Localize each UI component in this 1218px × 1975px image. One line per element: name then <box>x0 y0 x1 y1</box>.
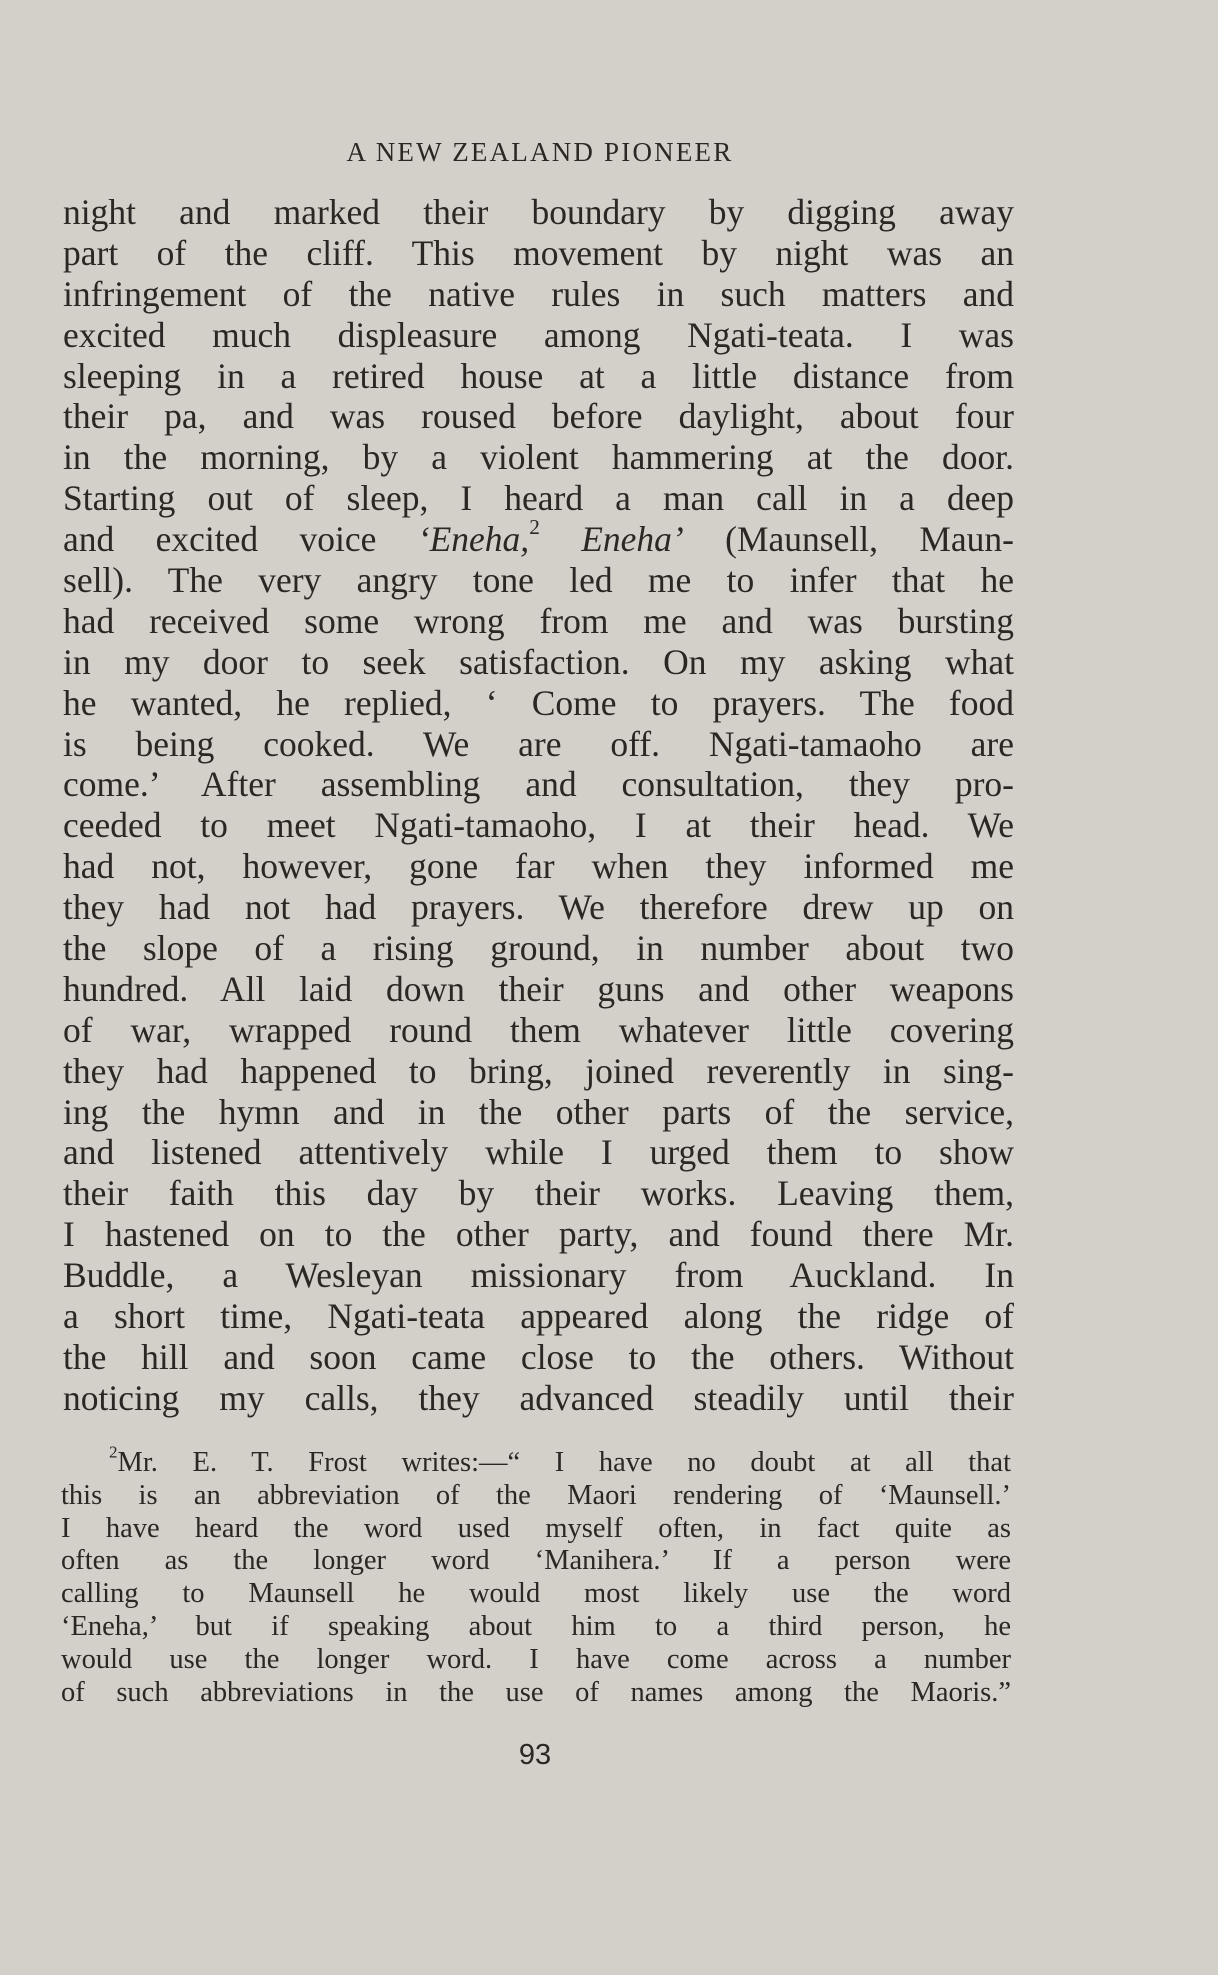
footnote-line: calling to Maunsell he would most likely use the word <box>61 1578 1011 1610</box>
body-line: come.’ After assembling and consultation, they pro- <box>63 764 1014 805</box>
body-line: had not, however, gone far when they informed me <box>63 846 1014 887</box>
line-text: and excited voice <box>63 519 418 560</box>
body-line: is being cooked. We are off. Ngati-tamaoho are <box>63 723 1014 764</box>
body-line: sleeping in a retired house at a little distance from <box>63 355 1014 396</box>
quoted-name: Eneha’ <box>539 519 684 560</box>
running-head: A NEW ZEALAND PIONEER <box>346 137 734 167</box>
body-line: a short time, Ngati-teata appeared along the ridge of <box>63 1296 1014 1337</box>
footnote-line: this is an abbreviation of the Maori rendering of ‘Maunsell.’ <box>61 1479 1011 1511</box>
line-text: (Maunsell, Maun- <box>683 519 1014 560</box>
body-line: had received some wrong from me and was bursting <box>63 600 1014 641</box>
footnote-line: often as the longer word ‘Manihera.’ If a person were <box>61 1545 1011 1577</box>
body-text <box>63 192 1014 1419</box>
footnote-reference[interactable]: 2 <box>529 515 540 540</box>
body-line: their faith this day by their works. Leaving them, <box>63 1173 1014 1214</box>
footnote-line: ‘Eneha,’ but if speaking about him to a third person, he <box>61 1610 1011 1642</box>
body-line: ing the hymn and in the other parts of the service, <box>63 1091 1014 1132</box>
body-line: the slope of a rising ground, in number about two <box>63 928 1014 969</box>
footnote-line: I have heard the word used myself often, in fact quite as <box>61 1512 1011 1544</box>
body-line: the hill and soon came close to the others. Without <box>63 1336 1014 1377</box>
body-line: of war, wrapped round them whatever little covering <box>63 1009 1014 1050</box>
body-line: in my door to seek satisfaction. On my asking what <box>63 641 1014 682</box>
body-line: they had happened to bring, joined reverently in sing- <box>63 1050 1014 1091</box>
body-line: night and marked their boundary by digging away <box>63 192 1014 232</box>
footnote-text: Mr. E. T. Frost writes:—“ I have no doubt at all that <box>117 1447 1011 1478</box>
body-line: their pa, and was roused before daylight, about four <box>63 396 1014 437</box>
body-line: he wanted, he replied, ‘ Come to prayers. The food <box>63 682 1014 723</box>
body-line: ceeded to meet Ngati-tamaoho, I at their head. We <box>63 805 1014 846</box>
body-line: hundred. All laid down their guns and other weapons <box>63 968 1014 1009</box>
footnote-line: of such abbreviations in the use of names among the Maoris.” <box>61 1676 1011 1708</box>
body-line: infringement of the native rules in such matters and <box>63 273 1014 314</box>
body-line: they had not had prayers. We therefore drew up on <box>63 887 1014 928</box>
body-line: Starting out of sleep, I heard a man call in a deep <box>63 478 1014 519</box>
body-line: and listened attentively while I urged them to show <box>63 1132 1014 1173</box>
footnote-marker: 2 <box>109 1442 118 1462</box>
quoted-name: ‘Eneha, <box>417 519 530 560</box>
page-number: 93 <box>518 1739 552 1771</box>
body-line: in the morning, by a violent hammering at the door. <box>63 437 1014 478</box>
footnote <box>61 1442 1011 1709</box>
body-line-with-footnote-ref <box>63 515 1014 560</box>
footnote-line <box>61 1442 1011 1480</box>
body-line: excited much displeasure among Ngati-teata. I was <box>63 314 1014 355</box>
body-line: sell). The very angry tone led me to infer that he <box>63 560 1014 601</box>
body-line: noticing my calls, they advanced steadily until their <box>63 1377 1014 1418</box>
body-line: I hastened on to the other party, and found there Mr. <box>63 1214 1014 1255</box>
body-line: part of the cliff. This movement by night was an <box>63 232 1014 273</box>
body-line: Buddle, a Wesleyan missionary from Auckland. In <box>63 1255 1014 1296</box>
footnote-line: would use the longer word. I have come across a number <box>61 1643 1011 1675</box>
